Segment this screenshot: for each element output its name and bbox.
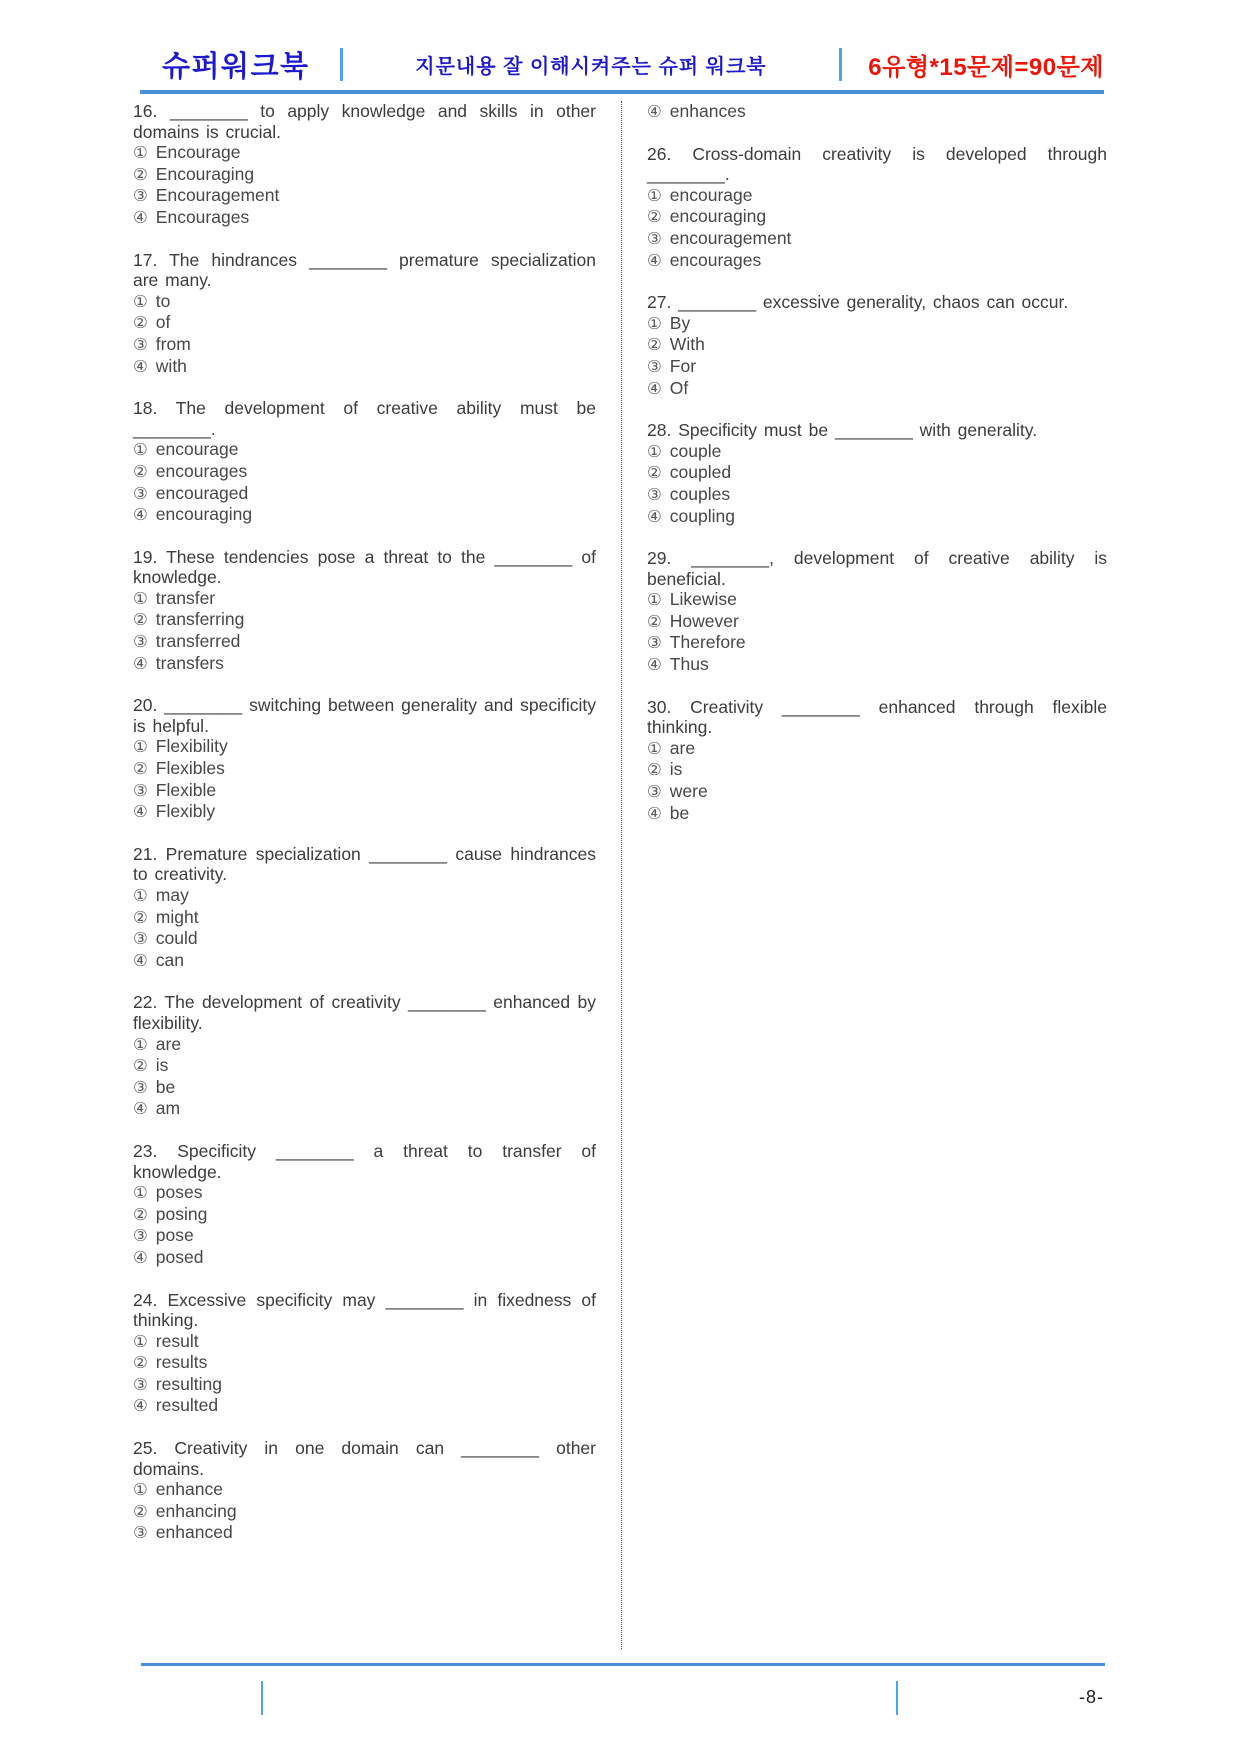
option-number-icon: ③ [133, 1078, 148, 1097]
option-number-icon: ② [133, 760, 148, 779]
answer-option[interactable] [133, 483, 596, 505]
option-label: enhancing [155, 1500, 237, 1521]
option-number-icon: ② [647, 761, 662, 780]
option-number-icon: ④ [133, 357, 148, 376]
option-number-icon: ② [647, 336, 662, 355]
footer-rule-line [141, 1663, 1105, 1666]
option-label: transfers [155, 652, 224, 673]
option-label: am [155, 1098, 181, 1119]
answer-option[interactable] [133, 334, 596, 356]
option-number-icon: ① [133, 738, 148, 757]
question-stem: 30. Creativity ________ enhanced through flexible thinking. [647, 696, 1107, 738]
option-label: encourage [669, 184, 753, 205]
answer-option[interactable] [133, 609, 596, 631]
answer-option[interactable] [133, 801, 596, 823]
question-stem: 22. The development of creativity ________ enhanced by flexibility. [133, 992, 596, 1033]
question-22 [133, 992, 596, 1120]
option-number-icon: ① [133, 1332, 148, 1351]
option-label: Flexible [155, 779, 217, 800]
option-number-icon: ① [133, 589, 148, 608]
question-stem: 16. ________ to apply knowledge and skills in other domains is crucial. [133, 101, 596, 142]
answer-option[interactable] [133, 1522, 596, 1544]
option-label: poses [155, 1182, 203, 1203]
answer-option[interactable] [133, 758, 596, 780]
answer-option[interactable] [647, 654, 1107, 676]
option-number-icon: ③ [133, 335, 148, 354]
answer-option[interactable] [133, 631, 596, 653]
answer-option[interactable] [133, 1034, 596, 1056]
option-number-icon: ④ [133, 1397, 148, 1416]
question-stem: 17. The hindrances ________ premature specialization are many. [133, 249, 596, 291]
answer-option[interactable] [133, 1182, 596, 1204]
answer-option[interactable] [133, 885, 596, 907]
option-label: results [155, 1352, 208, 1373]
option-label: Likewise [669, 589, 737, 610]
option-label: encourage [155, 439, 239, 460]
option-label: pose [155, 1225, 194, 1246]
answer-option[interactable] [133, 1247, 596, 1269]
option-number-icon: ② [133, 165, 148, 184]
option-label: encouraging [669, 206, 767, 227]
answer-option[interactable] [133, 1077, 596, 1099]
option-number-icon: ④ [647, 656, 662, 675]
answer-option[interactable] [133, 1479, 596, 1501]
answer-option[interactable] [647, 589, 1107, 611]
question-17 [133, 250, 596, 378]
answer-option[interactable] [133, 1352, 596, 1374]
question-27 [647, 292, 1107, 399]
option-number-icon: ② [133, 314, 148, 333]
answer-option[interactable] [133, 736, 596, 758]
option-label: transferring [155, 609, 245, 630]
option-label: encouraged [155, 482, 249, 503]
option-label: may [155, 885, 189, 905]
option-number-icon: ② [647, 612, 662, 631]
answer-option[interactable] [647, 185, 1107, 207]
option-number-icon: ④ [647, 251, 662, 270]
question-stem: 28. Specificity must be ________ with generality. [647, 420, 1038, 441]
option-number-icon: ③ [133, 930, 148, 949]
question-18 [133, 398, 596, 526]
question-23 [133, 1141, 596, 1269]
question-29 [647, 548, 1107, 676]
answer-option[interactable] [647, 250, 1107, 272]
answer-option[interactable] [133, 588, 596, 610]
option-label: However [669, 610, 739, 631]
option-number-icon: ③ [647, 783, 662, 802]
option-label: With [669, 334, 705, 355]
option-number-icon: ① [133, 144, 148, 163]
answer-option[interactable] [647, 759, 1107, 781]
option-number-icon: ① [133, 1481, 148, 1500]
option-label: Encourages [155, 206, 250, 227]
option-number-icon: ③ [133, 1524, 148, 1543]
answer-option[interactable] [133, 653, 596, 675]
option-label: enhanced [155, 1522, 233, 1543]
footer-tick-right [896, 1681, 898, 1715]
option-number-icon: ① [647, 314, 662, 333]
option-label: posing [155, 1203, 208, 1224]
question-stem: 23. Specificity ________ a threat to transfer of knowledge. [133, 1140, 596, 1182]
option-number-icon: ④ [647, 103, 662, 121]
answer-option[interactable] [647, 441, 1107, 463]
option-label: could [155, 928, 198, 949]
option-number-icon: ④ [133, 1248, 148, 1267]
header-subtitle: 지문내용 잘 이해시켜주는 슈퍼 워크북 [415, 55, 767, 78]
question-stem: 27. ________ excessive generality, chaos can occur. [647, 292, 1069, 313]
answer-option[interactable] [133, 291, 596, 313]
option-number-icon: ③ [133, 1375, 148, 1394]
answer-option[interactable] [647, 228, 1107, 250]
page-header [140, 46, 1104, 94]
option-number-icon: ④ [647, 379, 662, 398]
option-number-icon: ④ [133, 803, 148, 822]
question-24 [133, 1290, 596, 1418]
question-25 [133, 1438, 596, 1544]
option-label: is [155, 1055, 169, 1076]
option-label: enhance [155, 1479, 223, 1500]
question-25-continued [647, 101, 1107, 123]
option-number-icon: ① [133, 887, 148, 905]
option-label: Therefore [669, 632, 746, 653]
option-number-icon: ② [133, 1354, 148, 1373]
option-label: transfer [155, 587, 216, 608]
option-label: For [669, 355, 697, 376]
option-label: encourages [155, 460, 248, 481]
header-badge: 6유형*15문제=90문제 [868, 53, 1104, 81]
answer-option[interactable] [133, 439, 596, 461]
answer-option[interactable] [647, 632, 1107, 654]
question-30 [647, 697, 1107, 825]
option-number-icon: ④ [133, 208, 148, 227]
answer-option[interactable] [647, 611, 1107, 633]
option-number-icon: ③ [133, 1227, 148, 1246]
option-label: couples [669, 483, 731, 504]
page-number: -8- [1079, 1687, 1104, 1707]
answer-option[interactable] [647, 462, 1107, 484]
answer-option[interactable] [647, 484, 1107, 506]
option-number-icon: ③ [647, 229, 662, 248]
option-label: resulted [155, 1395, 219, 1416]
option-label: coupling [669, 505, 735, 526]
header-row [140, 46, 1104, 82]
option-number-icon: ① [133, 1184, 148, 1203]
answer-option[interactable] [133, 142, 596, 164]
option-number-icon: ③ [133, 484, 148, 503]
option-label: resulting [155, 1373, 222, 1394]
option-label: couple [669, 440, 722, 461]
option-number-icon: ④ [133, 1100, 148, 1119]
answer-option[interactable] [133, 461, 596, 483]
option-number-icon: ④ [647, 804, 662, 823]
answer-option[interactable] [133, 780, 596, 802]
question-stem: 21. Premature specialization ________ cause hindrances to creativity. [133, 843, 596, 885]
answer-option[interactable] [133, 1395, 596, 1417]
answer-option[interactable] [647, 334, 1107, 356]
option-number-icon: ② [133, 462, 148, 481]
answer-option[interactable] [647, 101, 1107, 123]
option-label: Encourage [155, 142, 241, 163]
option-label: encourages [669, 249, 762, 270]
option-number-icon: ② [647, 464, 662, 483]
option-label: Flexibility [155, 736, 228, 757]
question-stem: 20. ________ switching between generality and specificity is helpful. [133, 695, 596, 736]
answer-option[interactable] [133, 1331, 596, 1353]
option-label: coupled [669, 462, 732, 483]
option-number-icon: ③ [133, 187, 148, 206]
option-number-icon: ② [647, 208, 662, 227]
answer-option[interactable] [647, 356, 1107, 378]
option-label: transferred [155, 631, 241, 652]
option-number-icon: ④ [647, 507, 662, 526]
option-label: Flexibly [155, 801, 216, 822]
question-19 [133, 547, 596, 675]
answer-option[interactable] [133, 1501, 596, 1523]
option-number-icon: ③ [647, 357, 662, 376]
question-stem: 24. Excessive specificity may ________ in fixedness of thinking. [133, 1289, 596, 1331]
option-label: of [155, 312, 171, 333]
option-label: be [669, 802, 690, 823]
left-column [133, 101, 596, 1649]
answer-option[interactable] [133, 312, 596, 334]
answer-option[interactable] [133, 207, 596, 229]
option-label: Encouragement [155, 185, 280, 206]
header-divider-bar-right [839, 48, 842, 81]
answer-option[interactable] [133, 907, 596, 929]
question-stem: 19. These tendencies pose a threat to the ________ of knowledge. [133, 546, 596, 588]
question-stem: 26. Cross-domain creativity is developed through ________. [647, 143, 1107, 185]
option-label: is [669, 759, 683, 780]
answer-option[interactable] [647, 803, 1107, 825]
answer-option[interactable] [133, 1374, 596, 1396]
answer-option[interactable] [133, 164, 596, 186]
answer-option[interactable] [647, 738, 1107, 760]
answer-option[interactable] [133, 928, 596, 950]
option-number-icon: ④ [133, 951, 148, 970]
answer-option[interactable] [133, 356, 596, 378]
answer-option[interactable] [133, 185, 596, 207]
option-number-icon: ④ [133, 506, 148, 525]
option-number-icon: ② [133, 1205, 148, 1224]
header-rule-line [140, 90, 1104, 94]
option-label: encouraging [155, 504, 253, 525]
answer-option[interactable] [133, 950, 596, 972]
question-columns [133, 101, 1107, 1649]
option-number-icon: ④ [133, 654, 148, 673]
brand-title: 슈퍼워크북 [162, 50, 310, 83]
answer-option[interactable] [647, 506, 1107, 528]
option-number-icon: ② [133, 1057, 148, 1076]
option-number-icon: ① [133, 292, 148, 311]
option-label: encouragement [669, 227, 792, 248]
option-number-icon: ② [133, 611, 148, 630]
answer-option[interactable] [647, 781, 1107, 803]
option-number-icon: ① [647, 186, 662, 205]
option-number-icon: ① [647, 591, 662, 610]
option-number-icon: ③ [647, 634, 662, 653]
answer-option[interactable] [647, 378, 1107, 400]
option-label: result [155, 1330, 199, 1351]
option-label: are [669, 737, 696, 758]
option-label: enhances [669, 101, 746, 121]
option-label: were [669, 781, 708, 802]
question-stem: 29. ________, development of creative ability is beneficial. [647, 548, 1107, 589]
option-label: be [155, 1076, 176, 1097]
option-number-icon: ② [133, 908, 148, 927]
answer-option[interactable] [647, 206, 1107, 228]
option-number-icon: ① [133, 1035, 148, 1054]
answer-option[interactable] [647, 313, 1107, 335]
option-number-icon: ① [647, 442, 662, 461]
question-stem: 18. The development of creative ability must be ________. [133, 398, 596, 439]
option-number-icon: ① [647, 739, 662, 758]
option-label: Encouraging [155, 163, 255, 184]
option-label: Flexibles [155, 758, 225, 779]
question-20 [133, 695, 596, 823]
option-label: to [155, 290, 171, 311]
answer-option[interactable] [133, 1098, 596, 1120]
question-21 [133, 844, 596, 972]
question-16 [133, 101, 596, 229]
option-number-icon: ① [133, 441, 148, 460]
question-28 [647, 420, 1107, 527]
option-number-icon: ③ [133, 781, 148, 800]
option-label: posed [155, 1246, 204, 1267]
answer-option[interactable] [133, 504, 596, 526]
option-label: might [155, 906, 199, 927]
question-stem: 25. Creativity in one domain can ________ other domains. [133, 1438, 596, 1479]
right-column [622, 101, 1107, 1649]
option-label: Of [669, 377, 689, 398]
option-label: By [669, 312, 691, 333]
option-label: are [155, 1033, 182, 1054]
question-26 [647, 144, 1107, 272]
option-label: with [155, 355, 187, 376]
footer-tick-left [261, 1681, 263, 1715]
option-label: from [155, 333, 191, 354]
option-number-icon: ③ [133, 633, 148, 652]
answer-option[interactable] [133, 1204, 596, 1226]
answer-option[interactable] [133, 1055, 596, 1077]
answer-option[interactable] [133, 1225, 596, 1247]
option-label: can [155, 949, 185, 970]
option-label: Thus [669, 654, 709, 675]
option-number-icon: ③ [647, 485, 662, 504]
option-number-icon: ② [133, 1502, 148, 1521]
